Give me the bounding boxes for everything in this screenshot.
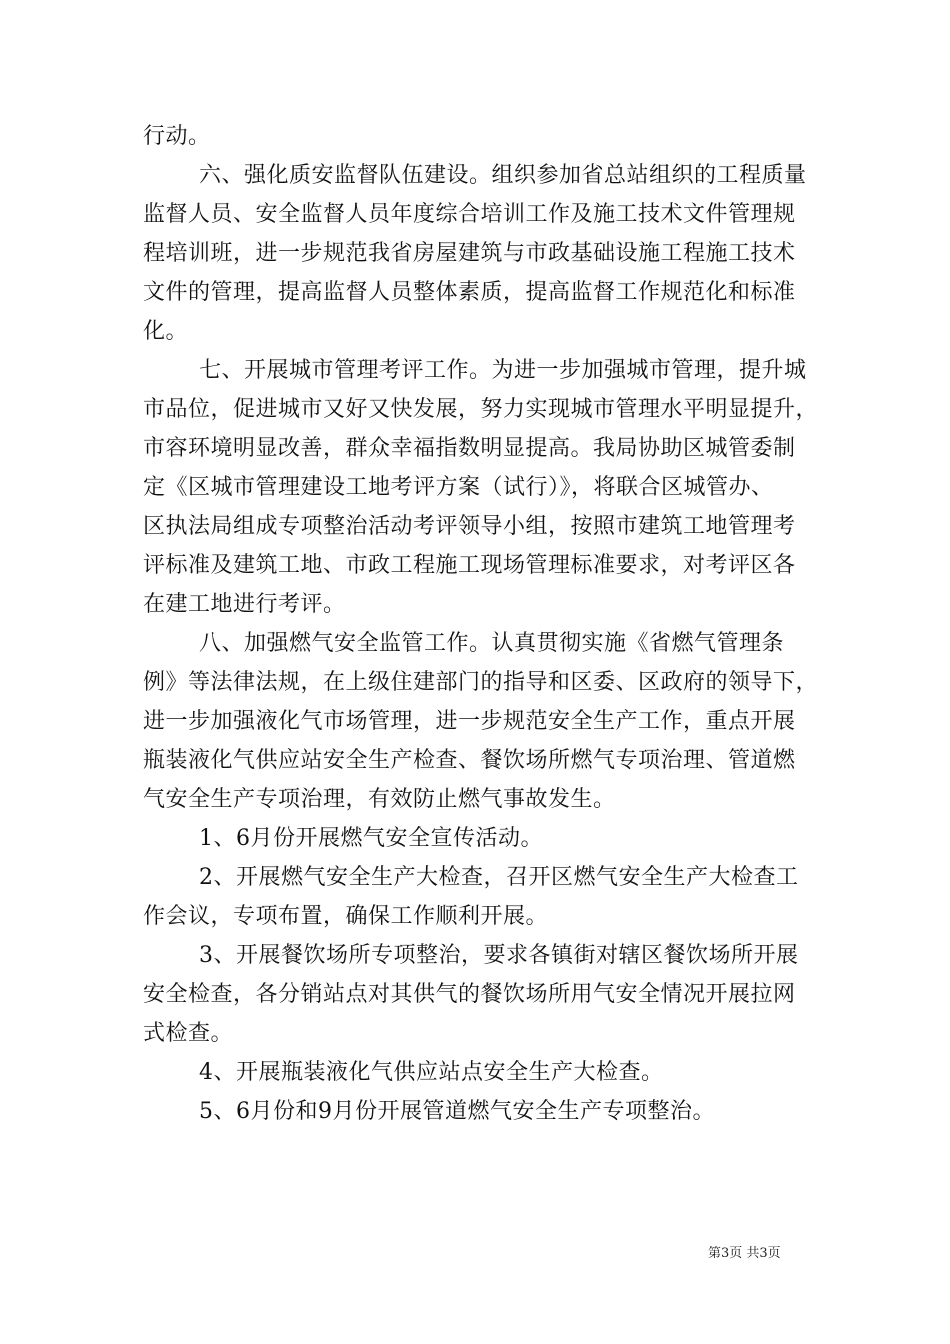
text-line: 程培训班，进一步规范我省房屋建筑与市政基础设施工程施工技术 bbox=[143, 241, 796, 266]
text-line: 市品位，促进城市又好又快发展，努力实现城市管理水平明显提升， bbox=[143, 397, 819, 422]
text-line: 3、开展餐饮场所专项整治，要求各镇街对辖区餐饮场所开展 bbox=[199, 943, 799, 968]
text-line: 2、开展燃气安全生产大检查，召开区燃气安全生产大检查工 bbox=[199, 865, 799, 890]
text-line: 作会议，专项布置，确保工作顺利开展。 bbox=[143, 904, 549, 929]
text-line: 区执法局组成专项整治活动考评领导小组，按照市建筑工地管理考 bbox=[143, 514, 796, 539]
text-line: 气安全生产专项治理，有效防止燃气事故发生。 bbox=[143, 787, 616, 812]
text-line: 进一步加强液化气市场管理，进一步规范安全生产工作，重点开展 bbox=[143, 709, 796, 734]
text-line: 瓶装液化气供应站安全生产检查、餐饮场所燃气专项治理、管道燃 bbox=[143, 748, 796, 773]
text-line: 定《区城市管理建设工地考评方案（试行）》，将联合区城管办、 bbox=[143, 475, 774, 500]
page-number: 第3页 共3页 bbox=[708, 1246, 781, 1261]
text-line: 安全检查，各分销站点对其供气的餐饮场所用气安全情况开展拉网 bbox=[143, 982, 796, 1007]
text-line: 式检查。 bbox=[143, 1021, 234, 1046]
text-line: 监督人员、安全监督人员年度综合培训工作及施工技术文件管理规 bbox=[143, 202, 796, 227]
text-line: 5、6月份和9月份开展管道燃气安全生产专项整治。 bbox=[199, 1099, 715, 1124]
text-line: 4、开展瓶装液化气供应站点安全生产大检查。 bbox=[199, 1060, 664, 1085]
text-line: 七、开展城市管理考评工作。为进一步加强城市管理，提升城 bbox=[199, 358, 807, 383]
text-line: 例》等法律法规，在上级住建部门的指导和区委、区政府的领导下， bbox=[143, 670, 819, 695]
text-line: 文件的管理，提高监督人员整体素质，提高监督工作规范化和标准 bbox=[143, 280, 796, 305]
text-line: 化。 bbox=[143, 319, 189, 344]
text-line: 1、6月份开展燃气安全宣传活动。 bbox=[199, 826, 543, 851]
text-line: 市容环境明显改善，群众幸福指数明显提高。我局协助区城管委制 bbox=[143, 436, 796, 461]
text-line: 行动。 bbox=[143, 124, 211, 149]
text-line: 评标准及建筑工地、市政工程施工现场管理标准要求，对考评区各 bbox=[143, 553, 796, 578]
text-line: 六、强化质安监督队伍建设。组织参加省总站组织的工程质量 bbox=[199, 163, 807, 188]
text-line: 在建工地进行考评。 bbox=[143, 592, 346, 617]
text-line: 八、加强燃气安全监管工作。认真贯彻实施《省燃气管理条 bbox=[199, 631, 785, 656]
